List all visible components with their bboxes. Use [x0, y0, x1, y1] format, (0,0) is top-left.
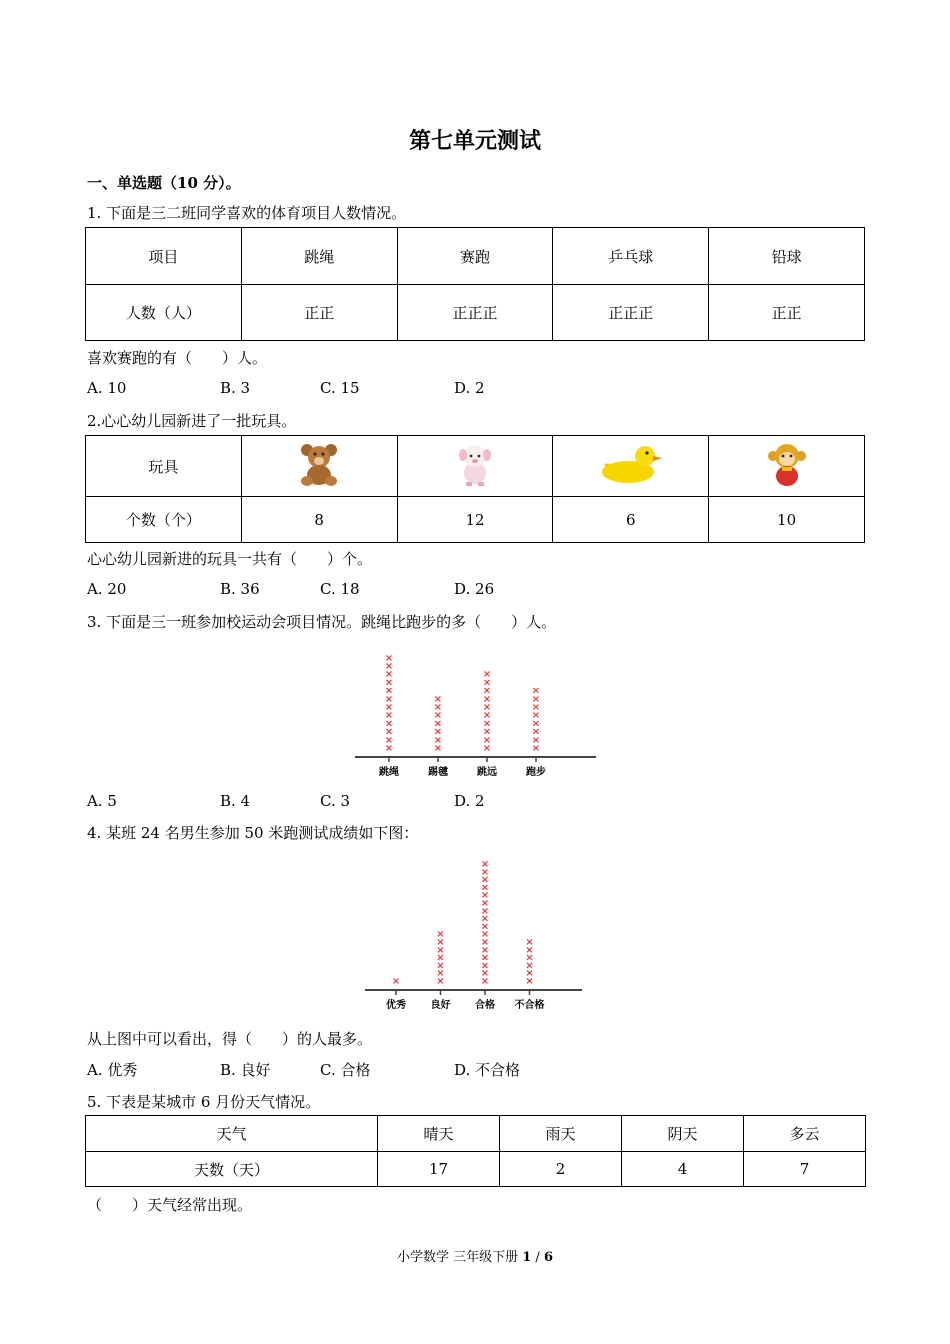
q2-toy-cell	[553, 436, 709, 497]
monkey-plush-icon	[767, 441, 807, 487]
x-mark: ×	[480, 898, 490, 909]
x-mark: ×	[436, 968, 445, 980]
x-mark: ×	[482, 685, 492, 697]
q1-option-d: D. 2	[454, 379, 485, 397]
x-mark: ×	[433, 743, 443, 754]
x-mark: ×	[482, 734, 492, 746]
x-mark: ×	[482, 669, 492, 681]
q1-header-cell: 赛跑	[397, 228, 553, 285]
x-mark: ×	[384, 734, 394, 746]
q2-count-cell: 12	[397, 497, 553, 543]
q1-table	[85, 227, 865, 341]
q3-option-b: B. 4	[220, 792, 251, 810]
q1-row-label: 人数（人）	[86, 285, 242, 341]
x-mark: ×	[480, 866, 490, 878]
q1-header-cell: 铅球	[709, 228, 865, 285]
category-label: 不合格	[514, 1000, 545, 1011]
x-mark: ×	[531, 734, 541, 746]
q2-option-c: C. 18	[320, 580, 360, 598]
x-mark: ×	[480, 890, 490, 902]
x-mark: ×	[525, 960, 534, 972]
x-mark: ×	[480, 929, 490, 941]
x-mark: ×	[531, 718, 541, 730]
q5-header-cell: 晴天	[378, 1116, 500, 1152]
category-label: 跑步	[526, 767, 546, 778]
x-mark: ×	[525, 944, 534, 956]
q2-option-a: A. 20	[87, 580, 127, 598]
x-mark: ×	[531, 710, 541, 722]
q1-tally-cell: 正正正	[553, 285, 709, 341]
q5-value-cell: 2	[500, 1152, 622, 1187]
teddy-bear-icon	[297, 441, 341, 487]
q2-toy-cell	[709, 436, 865, 497]
x-mark: ×	[531, 685, 541, 697]
q3-option-a: A. 5	[87, 792, 117, 810]
q5-row-label: 天数（天）	[86, 1152, 378, 1187]
x-mark: ×	[384, 743, 394, 754]
x-mark: ×	[433, 734, 443, 746]
x-mark: ×	[436, 944, 445, 956]
q1-header-cell: 乒乓球	[553, 228, 709, 285]
x-mark: ×	[384, 685, 394, 697]
page-separator: /	[531, 1250, 544, 1265]
q2-row-label: 个数（个）	[86, 497, 242, 543]
q5-value-cell: 7	[744, 1152, 866, 1187]
x-mark: ×	[480, 976, 490, 987]
q5-header-cell: 天气	[86, 1116, 378, 1152]
x-mark: ×	[480, 921, 490, 933]
section-heading: 一、单选题（10 分）。	[87, 174, 241, 192]
x-mark: ×	[384, 710, 394, 722]
x-mark: ×	[525, 968, 534, 980]
category-label: 合格	[475, 1000, 495, 1011]
q5-question: （ ）天气经常出现。	[87, 1196, 253, 1214]
q1-question: 喜欢赛跑的有（ ）人。	[87, 349, 268, 367]
q4-question: 从上图中可以看出，得（ ）的人最多。	[87, 1030, 373, 1048]
x-mark: ×	[482, 693, 492, 705]
x-mark: ×	[384, 693, 394, 705]
q2-option-b: B. 36	[220, 580, 260, 598]
x-mark: ×	[525, 952, 534, 964]
page-number: 1	[522, 1250, 532, 1265]
x-mark: ×	[482, 702, 492, 713]
q3-chart	[350, 640, 600, 785]
q4-option-c: C. 合格	[320, 1061, 371, 1079]
x-mark: ×	[480, 952, 490, 964]
x-mark: ×	[433, 702, 443, 713]
category-label: 优秀	[386, 1000, 406, 1011]
q2-question: 心心幼儿园新进的玩具一共有（ ）个。	[87, 550, 373, 568]
q3-prompt: 3. 下面是三一班参加校运动会项目情况。跳绳比跑步的多（ ）人。	[87, 613, 557, 631]
q2-table	[85, 435, 865, 543]
x-mark: ×	[525, 976, 534, 987]
q2-count-cell: 6	[553, 497, 709, 543]
q1-option-c: C. 15	[320, 379, 360, 397]
x-mark: ×	[482, 710, 492, 722]
x-mark: ×	[433, 710, 443, 722]
q1-header-cell: 项目	[86, 228, 242, 285]
footer-text: 小学数学 三年级下册	[396, 1250, 523, 1265]
x-mark: ×	[480, 937, 490, 948]
q5-header-cell: 雨天	[500, 1116, 622, 1152]
q5-value-cell: 17	[378, 1152, 500, 1187]
x-mark: ×	[384, 726, 394, 738]
q2-toy-cell	[397, 436, 553, 497]
category-label: 良好	[430, 1000, 451, 1011]
x-mark: ×	[480, 968, 490, 980]
q1-option-b: B. 3	[220, 379, 251, 397]
x-mark: ×	[480, 905, 490, 917]
x-mark: ×	[384, 702, 394, 713]
x-mark: ×	[482, 718, 492, 730]
q5-value-cell: 4	[622, 1152, 744, 1187]
category-label: 跳绳	[379, 767, 399, 778]
x-mark: ×	[436, 937, 445, 948]
x-mark: ×	[482, 726, 492, 738]
x-mark: ×	[531, 743, 541, 754]
x-mark: ×	[433, 726, 443, 738]
x-mark: ×	[531, 726, 541, 738]
page-total: 6	[543, 1250, 553, 1265]
q4-option-b: B. 良好	[220, 1061, 271, 1079]
q2-header-label: 玩具	[86, 436, 242, 497]
q5-prompt: 5. 下表是某城市 6 月份天气情况。	[87, 1093, 321, 1111]
q4-option-a: A. 优秀	[87, 1061, 138, 1079]
q5-header-cell: 阴天	[622, 1116, 744, 1152]
q2-count-cell: 8	[241, 497, 397, 543]
x-mark: ×	[480, 874, 490, 886]
x-mark: ×	[433, 718, 443, 730]
x-mark: ×	[480, 944, 490, 956]
q2-count-cell: 10	[709, 497, 865, 543]
q1-prompt: 1. 下面是三二班同学喜欢的体育项目人数情况。	[87, 204, 407, 222]
x-mark: ×	[480, 882, 490, 894]
x-mark: ×	[480, 859, 490, 870]
q2-prompt: 2.心心幼儿园新进了一批玩具。	[87, 412, 297, 430]
x-mark: ×	[482, 677, 492, 689]
x-mark: ×	[384, 652, 394, 664]
q5-table	[85, 1115, 866, 1187]
q2-option-d: D. 26	[454, 580, 495, 598]
x-mark: ×	[436, 929, 445, 941]
q3-option-d: D. 2	[454, 792, 485, 810]
lamb-plush-icon	[455, 441, 495, 487]
q1-tally-cell: 正正	[241, 285, 397, 341]
x-mark: ×	[436, 976, 445, 987]
x-mark: ×	[480, 913, 490, 925]
x-mark: ×	[531, 702, 541, 713]
x-mark: ×	[384, 661, 394, 672]
q1-tally-cell: 正正正	[397, 285, 553, 341]
page-footer	[0, 1246, 950, 1265]
x-mark: ×	[482, 743, 492, 754]
x-mark: ×	[525, 937, 534, 948]
x-mark: ×	[433, 693, 443, 705]
x-mark: ×	[384, 677, 394, 689]
x-mark: ×	[531, 693, 541, 705]
rubber-duck-icon	[600, 444, 662, 484]
q1-tally-cell: 正正	[709, 285, 865, 341]
category-label: 跳远	[477, 767, 497, 778]
page-title: 第七单元测试	[408, 128, 541, 154]
q2-toy-cell	[241, 436, 397, 497]
q4-chart	[360, 852, 590, 1012]
x-mark: ×	[384, 669, 394, 681]
q5-header-cell: 多云	[744, 1116, 866, 1152]
category-label: 踢毽	[428, 767, 448, 778]
x-mark: ×	[384, 718, 394, 730]
q3-option-c: C. 3	[320, 792, 351, 810]
q4-option-d: D. 不合格	[454, 1061, 521, 1079]
x-mark: ×	[436, 960, 445, 972]
x-mark: ×	[436, 952, 445, 964]
x-mark: ×	[391, 976, 401, 987]
q4-prompt: 4. 某班 24 名男生参加 50 米跑测试成绩如下图：	[87, 824, 419, 842]
q1-option-a: A. 10	[87, 379, 127, 397]
q1-header-cell: 跳绳	[241, 228, 397, 285]
x-mark: ×	[480, 960, 490, 972]
